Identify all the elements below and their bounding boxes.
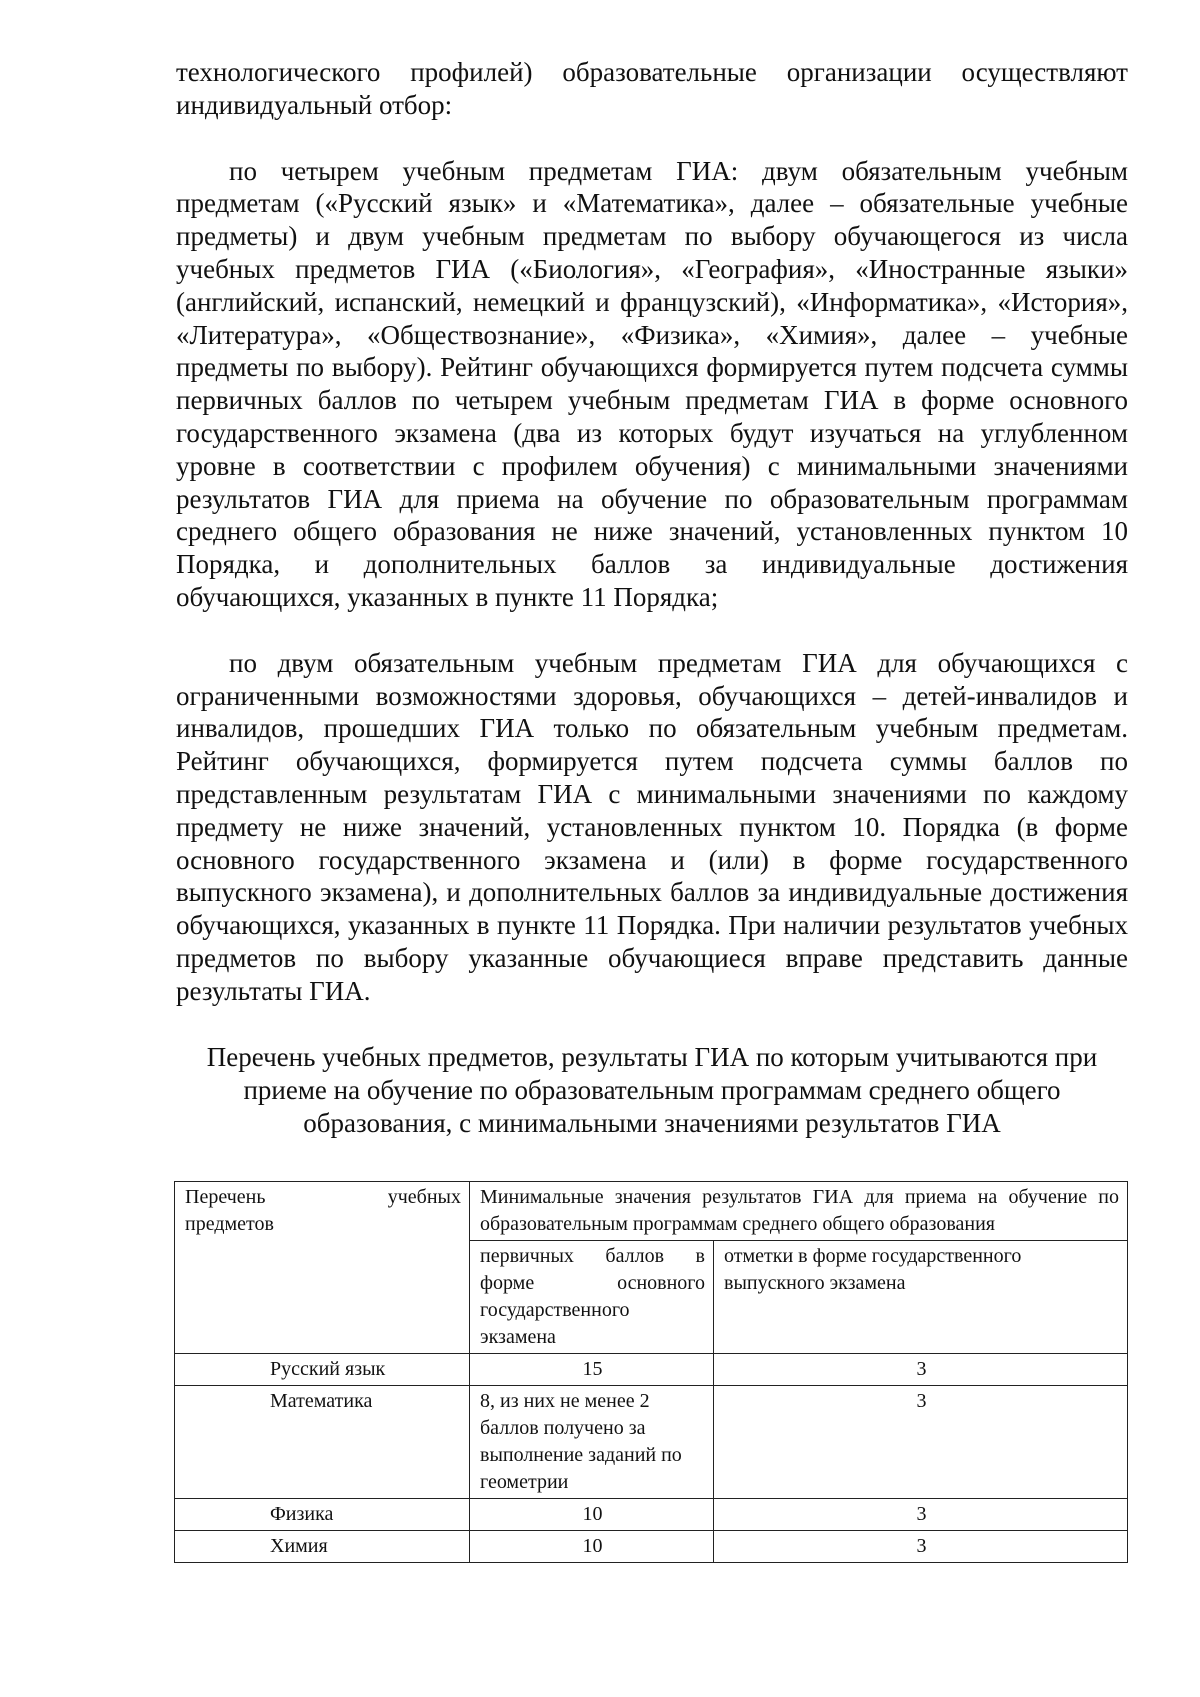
intro-paragraph: технологического профилей) образовательные организации осуществляют индивидуальный отбор:: [176, 57, 1128, 120]
header-subjects-word: Перечень: [185, 1186, 266, 1208]
subject-cell: Химия: [175, 1531, 470, 1563]
paragraph-gap: [176, 122, 1128, 155]
subject-cell: Русский язык: [175, 1354, 470, 1386]
min-values-table-wrapper: [174, 1181, 1128, 1563]
table-header-row: [175, 1182, 1128, 1241]
header-min-values-cell: Минимальные значения результатов ГИА для приема на обучение по образовательным программам среднего общего образования: [470, 1182, 1128, 1241]
table-row: [175, 1531, 1128, 1563]
table-row: [175, 1499, 1128, 1531]
header-subjects-cell: [175, 1182, 470, 1354]
primary-points-cell: 8, из них не менее 2 баллов получено за выполнение заданий по геометрии: [470, 1386, 714, 1499]
min-values-table: [174, 1181, 1128, 1563]
header-marks-cell: отметки в форме государственного выпускного экзамена: [714, 1241, 1128, 1354]
paragraph-four-subjects: по четырем учебным предметам ГИА: двум обязательным учебным предметам («Русский язык» и «Математика», далее – обязательные учебные предметы) и двум учебным предметам по выбору обучающегося из числа учебных предметов ГИА («Биология», «География», «Иностранные языки» (английский, испанский, немецкий и французский), «Информатика», «История», «Литература», «Обществознание», «Физика», «Химия», далее – учебные предметы по выбору). Рейтинг обучающихся формируется путем подсчета суммы первичных баллов по четырем учебным предметам ГИА в форме основного государственного экзамена (два из которых будут изучаться на углубленном уровне в соответствии с профилем обучения) с минимальными значениями результатов ГИА для приема на обучение по образовательным программам среднего общего образования не ниже значений, установленных пунктом 10 Порядка, и дополнительных баллов за индивидуальные достижения обучающихся, указанных в пункте 11 Порядка;: [176, 155, 1128, 612]
table-heading: Перечень учебных предметов, результаты ГИА по которым учитываются при приеме на обучение по образовательным программам среднего общего образования, с минимальными значениями результатов ГИА: [206, 1041, 1098, 1138]
mark-cell: 3: [714, 1499, 1128, 1531]
header-primary-points-cell: первичных баллов в форме основного государственного экзамена: [470, 1241, 714, 1354]
subject-cell: Математика: [175, 1386, 470, 1499]
primary-points-cell: 15: [470, 1354, 714, 1386]
primary-points-cell: 10: [470, 1499, 714, 1531]
table-row: [175, 1386, 1128, 1499]
subject-cell: Физика: [175, 1499, 470, 1531]
header-subjects-word: учебных: [387, 1186, 461, 1208]
table-row: [175, 1354, 1128, 1386]
paragraph-gap: [176, 614, 1128, 647]
mark-cell: 3: [714, 1354, 1128, 1386]
header-subjects-word: предметов: [185, 1213, 274, 1235]
mark-cell: 3: [714, 1531, 1128, 1563]
document-body: [176, 56, 1128, 1140]
paragraph-two-subjects: по двум обязательным учебным предметам ГИА для обучающихся с ограниченными возможностями здоровья, обучающихся – детей-инвалидов и инвалидов, прошедших ГИА только по обязательным учебным предметам. Рейтинг обучающихся, формируется путем подсчета суммы баллов по представленным результатам ГИА с минимальными значениями по каждому предмету не ниже значений, установленных пунктом 10. Порядка (в форме основного государственного экзамена и (или) в форме государственного выпускного экзамена), и дополнительных баллов за индивидуальные достижения обучающихся, указанных в пункте 11 Порядка. При наличии результатов учебных предметов по выбору указанные обучающиеся вправе представить данные результаты ГИА.: [176, 647, 1128, 1006]
paragraph-gap: [176, 1008, 1128, 1041]
header-subjects-line: [185, 1184, 461, 1211]
mark-cell: 3: [714, 1386, 1128, 1499]
primary-points-cell: 10: [470, 1531, 714, 1563]
